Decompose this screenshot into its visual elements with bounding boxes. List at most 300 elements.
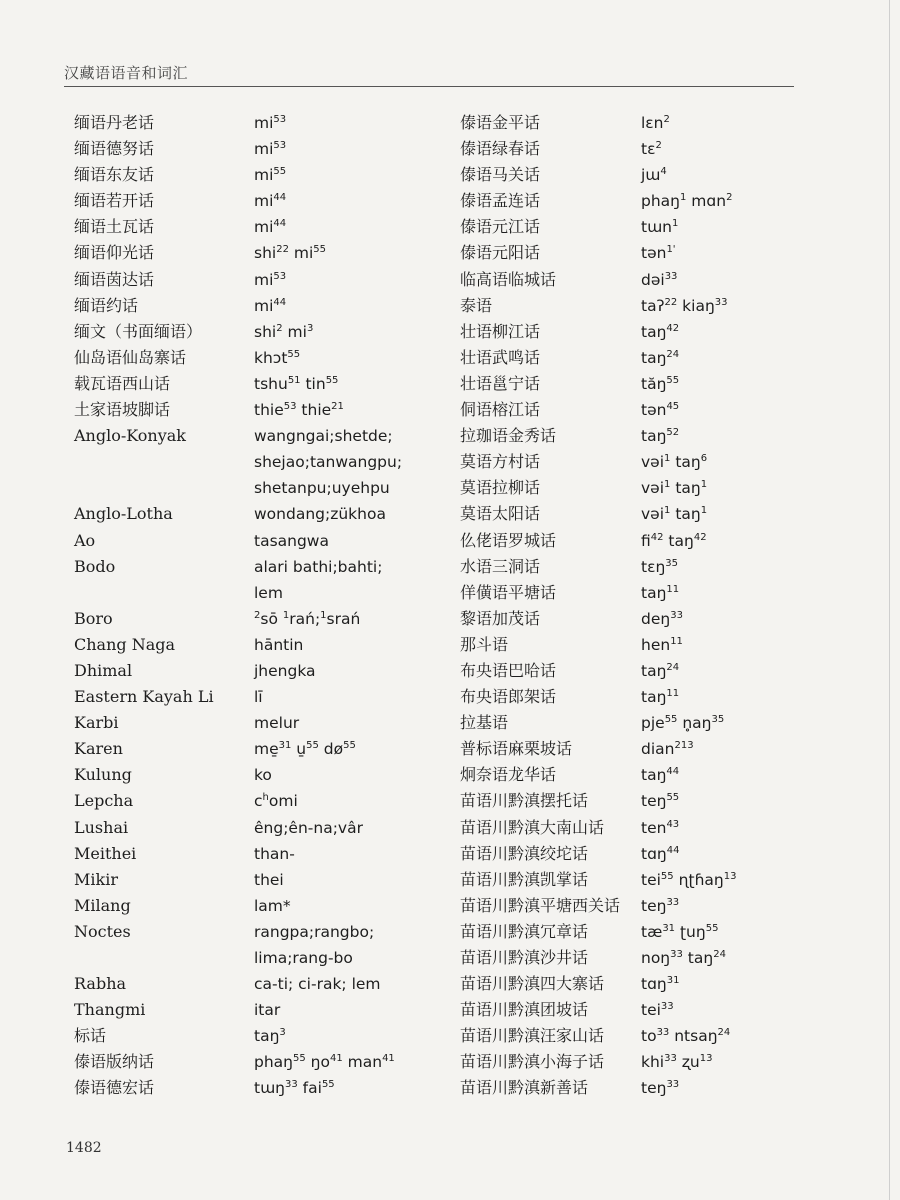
- form-segment: fi: [641, 531, 651, 550]
- form-segment: tɛ: [641, 140, 656, 159]
- dialect-name: 傣语元阳话: [460, 243, 541, 263]
- tone-superscript: 1: [664, 479, 671, 491]
- form-segment: dəi: [641, 270, 665, 289]
- form-segment: tən: [641, 401, 667, 420]
- tone-superscript: 52: [666, 427, 680, 439]
- dialect-name: Eastern Kayah Li: [74, 687, 214, 707]
- form-segment: vəi: [641, 479, 665, 498]
- form-segment: lɛn: [641, 114, 664, 132]
- dialect-name: Anglo-Konyak: [74, 426, 186, 446]
- word-form: [641, 893, 811, 919]
- tone-superscript: 51: [287, 374, 301, 386]
- dialect-name: 仙岛语仙岛寨话: [74, 347, 187, 367]
- word-form: [641, 606, 811, 632]
- word-form: [254, 1023, 449, 1049]
- word-form: [254, 580, 449, 606]
- form-segment: êng;ên-na;vâr: [254, 818, 363, 837]
- word-form: [254, 997, 449, 1023]
- form-segment: tən: [641, 244, 667, 263]
- dialect-name: 临高语临城话: [460, 269, 557, 289]
- tone-superscript: 44: [273, 192, 287, 204]
- form-segment: teŋ: [641, 1079, 667, 1098]
- form-segment: phaŋ: [641, 192, 680, 211]
- form-segment: ʐu: [676, 1053, 700, 1072]
- form-segment: ca-ti; ci-rak; lem: [254, 975, 381, 994]
- form-segment: teŋ: [641, 792, 667, 811]
- dialect-name: 莫语方村话: [460, 452, 541, 472]
- form-segment: lam*: [254, 896, 291, 915]
- tone-superscript: 13: [723, 870, 737, 882]
- tone-superscript: 24: [666, 661, 680, 673]
- dialect-name: 缅语约话: [74, 295, 139, 315]
- word-form: [641, 841, 811, 867]
- tone-superscript: 4: [660, 166, 667, 178]
- tone-superscript: 33: [670, 609, 683, 621]
- word-form: [254, 475, 449, 501]
- word-form: [254, 293, 449, 319]
- tone-superscript: 1: [700, 505, 708, 517]
- dialect-name: 莫语太阳话: [460, 504, 541, 524]
- tone-superscript: 24: [666, 348, 680, 360]
- dialect-name: [74, 449, 249, 475]
- tone-superscript: 1: [700, 479, 708, 491]
- tone-superscript: 55: [293, 1053, 306, 1065]
- tone-superscript: 55: [666, 374, 680, 386]
- word-form: [641, 1049, 811, 1075]
- tone-superscript: 22: [276, 244, 289, 256]
- word-form: [641, 240, 811, 266]
- word-form: [254, 449, 449, 475]
- dialect-name: Noctes: [74, 921, 131, 941]
- tone-superscript: h: [262, 792, 269, 804]
- dialect-name: Rabha: [74, 974, 127, 994]
- form-segment: ʈuŋ: [675, 922, 706, 941]
- form-segment: taŋ: [663, 531, 694, 550]
- form-segment: mi: [254, 140, 274, 159]
- dialect-name: 缅语若开话: [74, 191, 155, 211]
- form-segment: taŋ: [641, 427, 667, 446]
- form-segment: taŋ: [670, 479, 701, 498]
- word-form: [641, 267, 811, 293]
- form-segment: man: [342, 1053, 383, 1072]
- word-form: [641, 867, 811, 893]
- right-form-column: [641, 110, 811, 1102]
- tone-superscript: 13: [699, 1053, 713, 1065]
- word-form: [254, 658, 449, 684]
- form-segment: wangngai;shetde;: [254, 427, 393, 446]
- form-segment: tei: [641, 1001, 661, 1020]
- form-segment: noŋ: [641, 949, 671, 967]
- dialect-name: 苗语川黔滇平塘西关话: [460, 895, 621, 915]
- form-segment: taŋ: [670, 505, 701, 524]
- dialect-name: 傣语德宏话: [74, 1078, 155, 1098]
- tone-superscript: 1: [680, 192, 687, 204]
- form-segment: tɑŋ: [641, 975, 667, 994]
- dialect-name: Karbi: [74, 713, 119, 733]
- dialect-name: 仫佬语罗城话: [460, 530, 557, 550]
- word-form: [641, 710, 811, 736]
- tone-superscript: 44: [666, 766, 680, 778]
- word-form: [254, 136, 449, 162]
- dialect-name: 壮语柳江话: [460, 321, 541, 341]
- form-segment: taŋ: [641, 688, 667, 707]
- form-segment: tin: [300, 374, 326, 393]
- form-segment: shejao;tanwangpu;: [254, 453, 403, 472]
- tone-superscript: 1': [666, 244, 676, 256]
- word-form: [254, 919, 449, 945]
- form-segment: me̱: [254, 740, 279, 759]
- word-form: [254, 815, 449, 841]
- form-segment: fai: [297, 1079, 322, 1098]
- tone-superscript: 31: [278, 740, 292, 752]
- form-segment: taŋ: [254, 1027, 280, 1046]
- dialect-name: [74, 580, 249, 606]
- form-segment: alari bathi;bahti;: [254, 557, 383, 576]
- tone-superscript: 55: [321, 1079, 335, 1091]
- form-segment: tshu: [254, 374, 288, 393]
- dialect-name: 土家语坡脚话: [74, 400, 171, 420]
- dialect-name: 缅语德努话: [74, 139, 155, 159]
- tone-superscript: 24: [713, 949, 726, 960]
- form-segment: tasangwa: [254, 531, 329, 550]
- dialect-name: 壮语邕宁话: [460, 373, 541, 393]
- tone-superscript: 42: [650, 531, 664, 543]
- tone-superscript: 24: [717, 1027, 731, 1039]
- word-form: [641, 580, 811, 606]
- tone-superscript: 31: [662, 922, 676, 934]
- form-segment: deŋ: [641, 609, 671, 628]
- form-segment: ŋo: [305, 1053, 330, 1072]
- dialect-name: 苗语川黔滇新善话: [460, 1078, 589, 1098]
- form-segment: mi: [254, 114, 274, 132]
- word-form: [254, 110, 449, 136]
- dialect-name: 傣语孟连话: [460, 191, 541, 211]
- tone-superscript: 41: [382, 1053, 395, 1065]
- form-segment: khi: [641, 1053, 665, 1072]
- form-segment: pje: [641, 714, 665, 733]
- word-form: [254, 371, 449, 397]
- word-form: [254, 240, 449, 266]
- tone-superscript: 33: [664, 1053, 677, 1065]
- dialect-name: Lepcha: [74, 791, 134, 811]
- dialect-name: 苗语川黔滇摆托话: [460, 791, 589, 811]
- word-form: [254, 188, 449, 214]
- word-form: [254, 736, 449, 762]
- form-segment: dian: [641, 740, 675, 759]
- tone-superscript: 53: [273, 114, 287, 125]
- form-segment: taŋ: [641, 661, 667, 680]
- tone-superscript: 55: [273, 166, 287, 178]
- tone-superscript: 53: [273, 270, 287, 282]
- form-segment: jhengka: [254, 661, 316, 680]
- form-segment: taŋ: [641, 583, 667, 602]
- form-segment: lem: [254, 583, 283, 602]
- dialect-name: 佯僙语平塘话: [460, 582, 557, 602]
- dialect-name: Chang Naga: [74, 634, 176, 654]
- left-dialect-column: [74, 110, 249, 1102]
- word-form: [254, 528, 449, 554]
- word-form: [254, 554, 449, 580]
- form-segment: lima;rang-bo: [254, 949, 353, 967]
- tone-superscript: 33: [666, 1079, 680, 1091]
- dialect-name: Karen: [74, 739, 123, 759]
- word-form: [641, 162, 811, 188]
- form-segment: itar: [254, 1001, 281, 1020]
- word-form: [641, 919, 811, 945]
- word-form: [641, 449, 811, 475]
- word-form: [641, 397, 811, 423]
- dialect-name: Meithei: [74, 843, 137, 863]
- form-segment: tɯn: [641, 218, 672, 237]
- word-form: [254, 1049, 449, 1075]
- dialect-name: Thangmi: [74, 1000, 146, 1020]
- dialect-name: 苗语川黔滇绞坨话: [460, 843, 589, 863]
- running-header: 汉藏语语音和词汇: [64, 64, 189, 82]
- form-segment: mɑn: [686, 192, 727, 211]
- form-segment: shi: [254, 322, 277, 341]
- form-segment: tæ: [641, 922, 663, 941]
- word-form: [641, 1023, 811, 1049]
- form-segment: shi: [254, 244, 277, 263]
- word-form: [254, 501, 449, 527]
- form-segment: mi: [254, 192, 274, 211]
- word-form: [641, 1075, 811, 1101]
- dialect-name: 标话: [74, 1026, 107, 1046]
- word-form: [641, 945, 811, 971]
- word-form: [641, 501, 811, 527]
- dialect-name: 苗语川黔滇汪家山话: [460, 1026, 605, 1046]
- form-segment: mi: [254, 270, 274, 289]
- tone-superscript: 11: [666, 583, 680, 595]
- form-segment: tăŋ: [641, 374, 667, 393]
- dialect-name: 那斗语: [460, 634, 509, 654]
- word-form: [641, 136, 811, 162]
- tone-superscript: 45: [666, 401, 680, 413]
- tone-superscript: 55: [664, 714, 678, 726]
- tone-superscript: 2: [655, 140, 662, 152]
- tone-superscript: 33: [660, 1001, 674, 1013]
- header-rule: [64, 86, 794, 87]
- form-segment: mi: [288, 244, 314, 263]
- binding-edge: [889, 0, 890, 1200]
- word-form: [254, 214, 449, 240]
- dialect-name: [74, 945, 249, 971]
- form-segment: c: [254, 792, 263, 811]
- tone-superscript: 2: [663, 114, 670, 125]
- word-form: [641, 214, 811, 240]
- dialect-name: 缅语茵达话: [74, 269, 155, 289]
- tone-superscript: 11: [666, 688, 680, 700]
- word-form: [641, 293, 811, 319]
- word-form: [254, 397, 449, 423]
- word-form: [254, 841, 449, 867]
- form-segment: than-: [254, 844, 295, 863]
- word-form: [254, 1075, 449, 1101]
- page-number: 1482: [66, 1140, 102, 1156]
- form-segment: tɑŋ: [641, 844, 667, 863]
- form-segment: mi: [254, 296, 274, 315]
- dialect-name: 布央语巴哈话: [460, 660, 557, 680]
- form-segment: tɛŋ: [641, 557, 666, 576]
- word-form: [641, 997, 811, 1023]
- form-segment: hen: [641, 635, 671, 654]
- tone-superscript: 6: [700, 453, 708, 465]
- word-form: [254, 423, 449, 449]
- dialect-name: 侗语榕江话: [460, 400, 541, 420]
- dialect-name: 缅文（书面缅语）: [74, 321, 203, 341]
- word-form: [254, 971, 449, 997]
- tone-superscript: 55: [325, 374, 339, 386]
- form-segment: ntsaŋ: [669, 1027, 718, 1046]
- tone-superscript: 55: [313, 244, 327, 256]
- dialect-name: 缅语仰光话: [74, 243, 155, 263]
- dialect-name: 苗语川黔滇四大寨话: [460, 974, 605, 994]
- form-segment: taŋ: [641, 348, 667, 367]
- dialect-name: 普标语麻栗坡话: [460, 739, 573, 759]
- tone-superscript: 42: [666, 322, 680, 334]
- word-form: [641, 788, 811, 814]
- word-form: [254, 867, 449, 893]
- word-form: [641, 319, 811, 345]
- form-segment: vəi: [641, 505, 665, 524]
- form-segment: mi: [254, 166, 274, 185]
- word-form: [254, 345, 449, 371]
- dialect-name: 壮语武鸣话: [460, 347, 541, 367]
- dialect-name: 缅语丹老话: [74, 113, 155, 132]
- tone-superscript: 1: [664, 505, 671, 517]
- word-form: [641, 371, 811, 397]
- dialect-name: 苗语川黔滇团坡话: [460, 1000, 589, 1020]
- word-form: [254, 762, 449, 788]
- dialect-name: 苗语川黔滇沙井话: [460, 948, 589, 967]
- form-segment: thie: [296, 401, 332, 420]
- dialect-name: 炯奈语龙华话: [460, 765, 557, 785]
- form-segment: taŋ: [641, 322, 667, 341]
- word-form: [641, 658, 811, 684]
- tone-superscript: 1: [282, 609, 290, 621]
- form-segment: tei: [641, 870, 661, 889]
- dialect-name: 缅语土瓦话: [74, 217, 155, 237]
- dialect-name: 水语三洞话: [460, 556, 541, 576]
- word-form: [254, 267, 449, 293]
- form-segment: jɯ: [641, 166, 661, 185]
- tone-superscript: 2: [254, 609, 261, 621]
- tone-superscript: 2: [276, 322, 283, 334]
- tone-superscript: 21: [331, 401, 344, 413]
- form-segment: thei: [254, 870, 284, 889]
- tone-superscript: 55: [343, 740, 356, 752]
- word-form: [641, 475, 811, 501]
- word-form: [641, 345, 811, 371]
- dialect-name: 苗语川黔滇凯掌话: [460, 869, 589, 889]
- tone-superscript: 55: [306, 740, 319, 752]
- tone-superscript: 213: [674, 740, 694, 752]
- form-segment: melur: [254, 714, 300, 733]
- form-segment: taŋ: [641, 766, 667, 785]
- word-form: [641, 971, 811, 997]
- tone-superscript: 53: [283, 401, 297, 413]
- form-segment: rań;: [289, 609, 321, 628]
- left-form-column: [254, 110, 449, 1102]
- tone-superscript: 2: [726, 192, 733, 204]
- tone-superscript: 31: [666, 975, 680, 987]
- word-form: [641, 632, 811, 658]
- tone-superscript: 53: [273, 140, 287, 152]
- dialect-name: Bodo: [74, 556, 116, 576]
- dialect-name: 傣语马关话: [460, 165, 541, 185]
- dialect-name: Mikir: [74, 869, 118, 889]
- tone-superscript: 55: [660, 870, 674, 882]
- form-segment: thie: [254, 401, 284, 420]
- word-form: [254, 710, 449, 736]
- tone-superscript: 33: [656, 1027, 670, 1039]
- tone-superscript: 35: [711, 714, 725, 726]
- tone-superscript: 11: [670, 635, 683, 647]
- dialect-name: 苗语川黔滇冗章话: [460, 921, 589, 941]
- word-form: [641, 762, 811, 788]
- form-segment: ten: [641, 818, 667, 837]
- word-form: [254, 319, 449, 345]
- form-segment: khɔt: [254, 348, 288, 367]
- word-form: [254, 684, 449, 710]
- dialect-name: Milang: [74, 895, 131, 915]
- dialect-name: 傣语元江话: [460, 217, 541, 237]
- form-segment: kiaŋ: [677, 296, 715, 315]
- form-segment: vəi: [641, 453, 665, 472]
- dialect-name: Anglo-Lotha: [74, 504, 173, 524]
- form-segment: ko: [254, 766, 272, 785]
- dialect-name: [74, 475, 249, 501]
- word-form: [254, 945, 449, 971]
- form-segment: shetanpu;uyehpu: [254, 479, 390, 498]
- form-segment: taʔ: [641, 296, 665, 315]
- word-form: [254, 893, 449, 919]
- dialect-name: 莫语拉柳话: [460, 478, 541, 498]
- form-segment: mi: [282, 322, 307, 341]
- dialect-name: 傣语金平话: [460, 113, 541, 132]
- word-form: [641, 554, 811, 580]
- dialect-name: 傣语绿春话: [460, 139, 541, 159]
- dialect-name: Lushai: [74, 817, 129, 837]
- right-dialect-column: [460, 110, 640, 1102]
- dialect-name: Dhimal: [74, 660, 133, 680]
- word-form: [254, 606, 449, 632]
- form-segment: lī: [254, 688, 263, 707]
- dialect-name: 苗语川黔滇大南山话: [460, 817, 605, 837]
- form-segment: hāntin: [254, 635, 304, 654]
- word-form: [254, 788, 449, 814]
- tone-superscript: 43: [666, 818, 680, 830]
- tone-superscript: 3: [306, 322, 314, 334]
- form-segment: tɯŋ: [254, 1079, 285, 1098]
- word-form: [641, 528, 811, 554]
- tone-superscript: 55: [705, 922, 719, 934]
- word-form: [254, 632, 449, 658]
- tone-superscript: 33: [666, 896, 680, 908]
- tone-superscript: 33: [714, 296, 728, 308]
- tone-superscript: 3: [279, 1027, 286, 1039]
- form-segment: teŋ: [641, 896, 667, 915]
- word-form: [641, 188, 811, 214]
- tone-superscript: 55: [287, 348, 301, 360]
- tone-superscript: 33: [664, 270, 678, 282]
- form-segment: dø: [318, 740, 344, 759]
- word-form: [641, 423, 811, 449]
- dialect-name: Boro: [74, 608, 113, 628]
- form-segment: sō: [260, 609, 283, 628]
- form-segment: omi: [268, 792, 298, 811]
- tone-superscript: 42: [693, 531, 707, 543]
